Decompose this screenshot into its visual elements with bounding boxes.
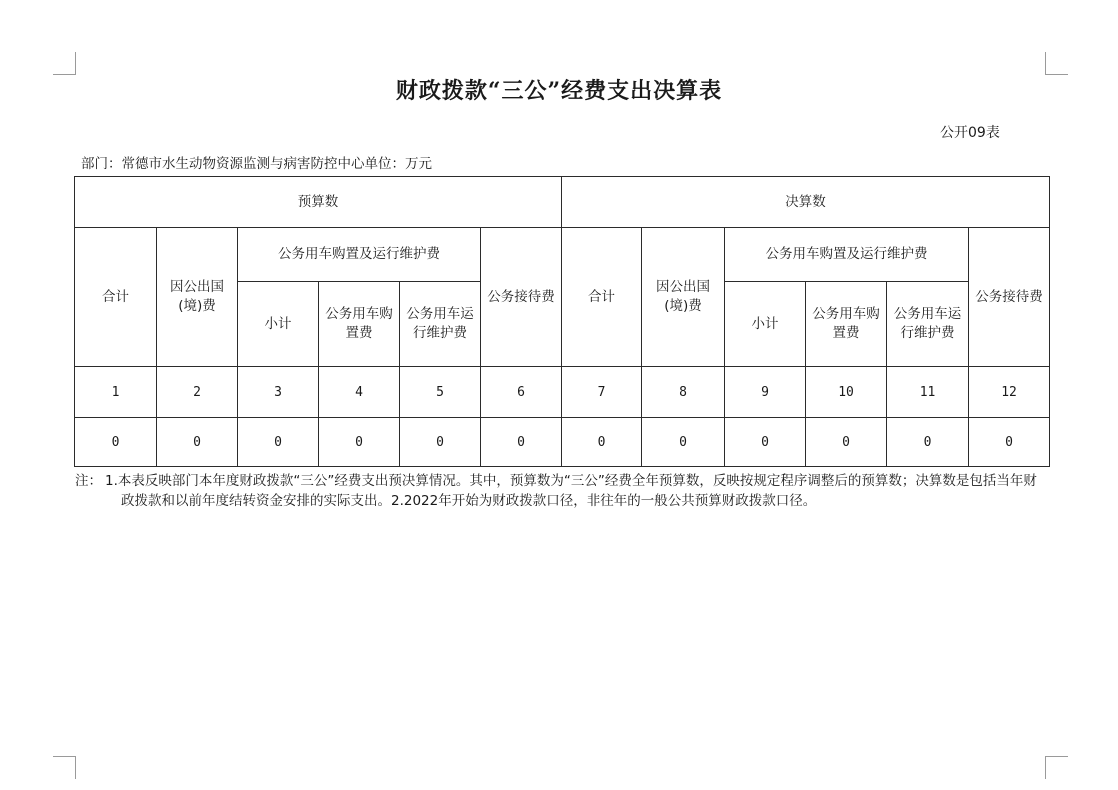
column-number: 7 xyxy=(562,367,642,418)
footnote-label: 注： xyxy=(75,473,102,489)
column-number: 10 xyxy=(806,367,887,418)
value-cell: 0 xyxy=(562,418,642,467)
value-cell: 0 xyxy=(238,418,319,467)
budget-reception-header: 公务接待费 xyxy=(481,228,562,367)
budget-abroad-header: 因公出国(境)费 xyxy=(157,228,238,367)
page-title: 财政拨款“三公”经费支出决算表 xyxy=(395,78,723,104)
budget-vehicle-purchase-header: 公务用车购置费 xyxy=(319,282,400,367)
column-number-row xyxy=(75,367,1050,418)
actual-vehicle-group-header: 公务用车购置及运行维护费 xyxy=(725,228,969,282)
budget-group-header: 预算数 xyxy=(75,177,562,228)
column-number: 9 xyxy=(725,367,806,418)
budget-total-header: 合计 xyxy=(75,228,157,367)
table-code: 公开09表 xyxy=(940,125,1000,141)
column-number: 8 xyxy=(642,367,725,418)
value-cell: 0 xyxy=(157,418,238,467)
value-cell: 0 xyxy=(319,418,400,467)
column-number: 12 xyxy=(969,367,1050,418)
crop-mark-top-right xyxy=(1045,52,1068,75)
value-cell: 0 xyxy=(75,418,157,467)
value-cell: 0 xyxy=(806,418,887,467)
budget-vehicle-group-header: 公务用车购置及运行维护费 xyxy=(238,228,481,282)
column-number: 4 xyxy=(319,367,400,418)
value-cell: 0 xyxy=(725,418,806,467)
expenditure-table xyxy=(74,176,1050,467)
actual-total-header: 合计 xyxy=(562,228,642,367)
crop-mark-bottom-left xyxy=(53,756,76,779)
column-number: 5 xyxy=(400,367,481,418)
column-number: 3 xyxy=(238,367,319,418)
actual-subtotal-header: 小计 xyxy=(725,282,806,367)
crop-mark-top-left xyxy=(53,52,76,75)
footnote-text: 1.本表反映部门本年度财政拨款“三公”经费支出预决算情况。其中，预算数为“三公”经费全年预算数，反映按规定程序调整后的预算数；决算数是包括当年财政拨款和以前年度结转资金安排的实际支出。2.2022年开始为财政拨款口径，非往年的一般公共预算财政拨款口径。 xyxy=(105,473,1037,509)
actual-vehicle-purchase-header: 公务用车购置费 xyxy=(806,282,887,367)
actual-abroad-header: 因公出国(境)费 xyxy=(642,228,725,367)
value-cell: 0 xyxy=(887,418,969,467)
value-cell: 0 xyxy=(969,418,1050,467)
budget-subtotal-header: 小计 xyxy=(238,282,319,367)
crop-mark-bottom-right xyxy=(1045,756,1068,779)
column-number: 1 xyxy=(75,367,157,418)
value-cell: 0 xyxy=(481,418,562,467)
actual-vehicle-operation-header: 公务用车运行维护费 xyxy=(887,282,969,367)
actual-group-header: 决算数 xyxy=(562,177,1050,228)
footnote xyxy=(75,471,1040,511)
actual-reception-header: 公务接待费 xyxy=(969,228,1050,367)
column-number: 2 xyxy=(157,367,238,418)
column-number: 6 xyxy=(481,367,562,418)
value-cell: 0 xyxy=(642,418,725,467)
department-line: 部门：常德市水生动物资源监测与病害防控中心单位：万元 xyxy=(81,156,432,172)
budget-vehicle-operation-header: 公务用车运行维护费 xyxy=(400,282,481,367)
column-number: 11 xyxy=(887,367,969,418)
value-cell: 0 xyxy=(400,418,481,467)
value-row xyxy=(75,418,1050,467)
